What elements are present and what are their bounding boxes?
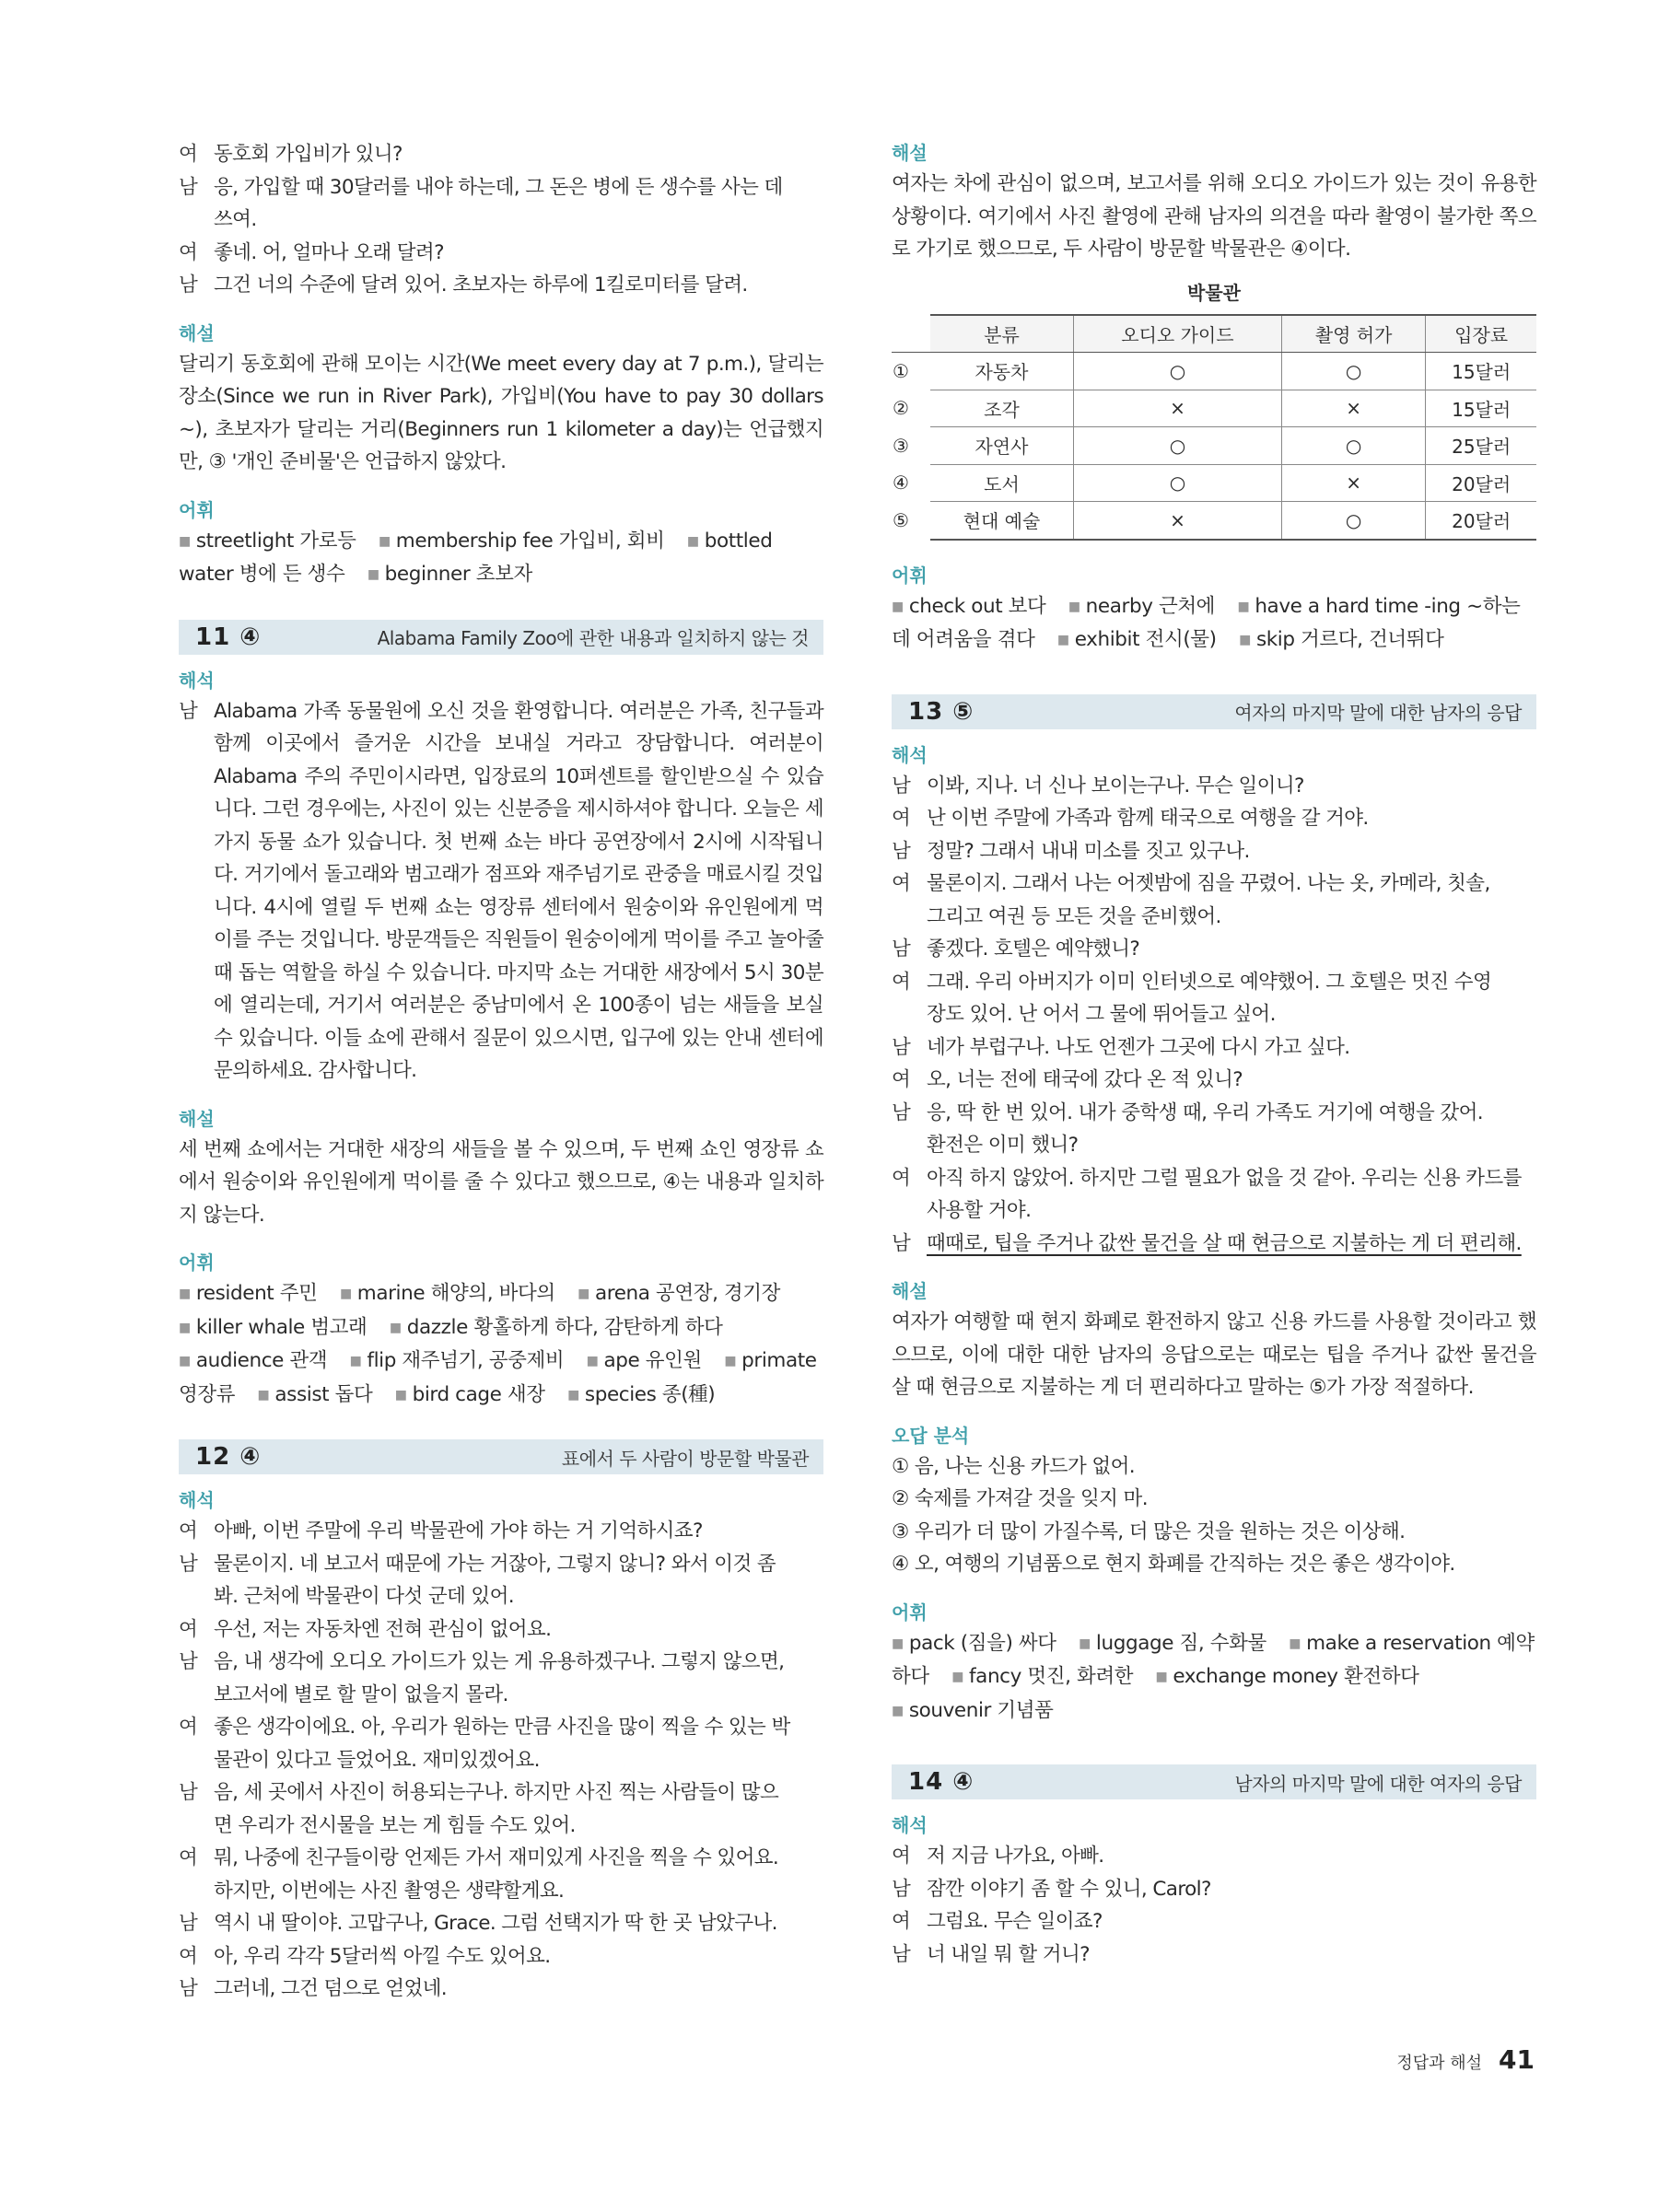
table-cell: × bbox=[1281, 464, 1425, 502]
section-label: 해석 bbox=[892, 1814, 928, 1836]
bullet-icon: ■ bbox=[179, 1286, 191, 1301]
dialogue-line: 남 응, 가입할 때 30달러를 내야 하는데, 그 돈은 병에 든 생수를 사는 데 bbox=[179, 175, 783, 199]
table-cell: ○ bbox=[1281, 353, 1425, 390]
dialogue-line-cont: 하지만, 이번에는 사진 촬영은 생략할게요. bbox=[214, 1879, 565, 1903]
question-description: Alabama Family Zoo에 관한 내용과 일치하지 않는 것 bbox=[377, 627, 809, 649]
wrong-answer-item: ① 음, 나는 신용 카드가 없어. bbox=[892, 1454, 1136, 1478]
vocab-item: ■ audience 관객 bbox=[179, 1349, 328, 1372]
dialogue-line: 남 너 내일 뭐 할 거니? bbox=[892, 1942, 1090, 1966]
wrong-answer-item: ④ 오, 여행의 기념품으로 현지 화폐를 간직하는 것은 좋은 생각이야. bbox=[892, 1553, 1455, 1576]
dialogue-line: 여 좋네. 어, 얼마나 오래 달려? bbox=[179, 240, 444, 264]
row-number: ④ bbox=[893, 472, 909, 495]
dialogue-line: 여 우선, 저는 자동차엔 전혀 관심이 없어요. bbox=[179, 1617, 552, 1641]
museum-table-block bbox=[892, 279, 1536, 541]
haeseol-10 bbox=[179, 319, 823, 479]
section-label: 해설 bbox=[892, 142, 928, 164]
vocab-item: ■ species 종(種) bbox=[567, 1382, 716, 1406]
dialogue-line: 여 물론이지. 그래서 나는 어젯밤에 짐을 꾸렸어. 나는 옷, 카메라, 칫솔, bbox=[892, 872, 1490, 895]
section-label: 어휘 bbox=[892, 1601, 928, 1624]
row-number: ① bbox=[893, 360, 909, 382]
table-cell: 15달러 bbox=[1426, 390, 1536, 427]
haeseol-11 bbox=[179, 1104, 823, 1232]
bullet-icon: ■ bbox=[179, 1320, 191, 1335]
section-label: 해설 bbox=[179, 1107, 215, 1130]
dialogue-line: 여 그래. 우리 아버지가 이미 인터넷으로 예약했어. 그 호텔은 멋진 수영 bbox=[892, 970, 1492, 994]
dialogue-line: 여 오, 너는 전에 태국에 갔다 온 적 있니? bbox=[892, 1068, 1243, 1091]
vocab-item: ■ bird cage 새장 bbox=[394, 1382, 545, 1406]
dialogue-line: 남 좋겠다. 호텔은 예약했니? bbox=[892, 937, 1140, 960]
bullet-icon: ■ bbox=[1068, 599, 1080, 614]
bullet-icon: ■ bbox=[1237, 599, 1250, 614]
haeseol-13 bbox=[892, 1276, 1536, 1404]
bullet-icon: ■ bbox=[367, 567, 379, 582]
vocab-list bbox=[179, 525, 823, 592]
dialogue-line: 남 그러네, 그건 덤으로 얻었네. bbox=[179, 1977, 448, 2000]
bullet-icon: ■ bbox=[1239, 633, 1251, 647]
script-14 bbox=[892, 1810, 1536, 1971]
bullet-icon: ■ bbox=[1289, 1636, 1301, 1651]
dialogue-line: 여 저 지금 나가요, 아빠. bbox=[892, 1845, 1104, 1868]
section-label: 해설 bbox=[179, 321, 215, 344]
vocab-item: ■ ape 유인원 bbox=[586, 1349, 702, 1372]
vocab-list bbox=[179, 1277, 823, 1412]
museum-table bbox=[892, 314, 1536, 541]
dialogue-line-cont: 환전은 이미 했니? bbox=[927, 1134, 1079, 1157]
bullet-icon: ■ bbox=[578, 1286, 589, 1301]
question-description: 표에서 두 사람이 방문할 박물관 bbox=[561, 1447, 809, 1470]
explanation-text: 여자가 여행할 때 현지 화폐로 환전하지 않고 신용 카드를 사용할 것이라고 했으므로, 이에 대한 대한 남자의 응답으로는 때로는 팁을 주거나 값싼 물건을 살 때 현금으로 지불하는 게 더 편리하다고 말하는 ⑤가 가장 적절하다. bbox=[892, 1310, 1536, 1399]
footer-title: 정답과 해설 bbox=[1396, 2054, 1483, 2073]
vocab-item: ■ primate 영장류 bbox=[179, 1349, 817, 1406]
dialogue-line: 여 동호회 가입비가 있니? bbox=[179, 143, 403, 166]
vocab-item: ■ streetlight 가로등 bbox=[179, 529, 356, 553]
vocab-13 bbox=[892, 1598, 1536, 1729]
page-number: 41 bbox=[1499, 2044, 1535, 2075]
dialogue-line: 남 음, 내 생각에 오디오 가이드가 있는 게 유용하겠구나. 그렇지 않으면, bbox=[179, 1650, 785, 1673]
question-header-14 bbox=[892, 1764, 1536, 1799]
bullet-icon: ■ bbox=[724, 1354, 737, 1368]
table-cell: 자동차 bbox=[930, 353, 1073, 390]
dialogue-line-cont: 쓰여. bbox=[214, 208, 257, 231]
table-cell: 현대 예술 bbox=[930, 502, 1073, 540]
bullet-icon: ■ bbox=[394, 1387, 407, 1403]
section-label: 해석 bbox=[179, 1489, 215, 1511]
table-row bbox=[892, 390, 1536, 427]
vocab-item: ■ resident 주민 bbox=[179, 1282, 318, 1305]
vocab-item: ■ nearby 근처에 bbox=[1068, 594, 1216, 618]
wrong-answer-item: ② 숙제를 가져갈 것을 잊지 마. bbox=[892, 1487, 1148, 1510]
bullet-icon: ■ bbox=[1155, 1670, 1168, 1684]
table-title: 박물관 bbox=[1187, 281, 1241, 304]
vocab-list bbox=[892, 590, 1536, 658]
vocab-item: ■ membership fee 가입비, 회비 bbox=[378, 529, 665, 553]
dialogue-line: 여 아빠, 이번 주말에 우리 박물관에 가야 하는 거 기억하시죠? bbox=[179, 1519, 703, 1543]
bullet-icon: ■ bbox=[389, 1320, 402, 1335]
vocab-item: ■ beginner 초보자 bbox=[367, 563, 532, 586]
table-cell: ○ bbox=[1073, 353, 1281, 390]
table-cell: 20달러 bbox=[1426, 464, 1536, 502]
question-number: 11 ④ bbox=[195, 623, 262, 651]
dialogue-line-cont: 그리고 여권 등 모든 것을 준비했어. bbox=[927, 904, 1221, 928]
vocab-item: ■ assist 돕다 bbox=[257, 1382, 373, 1406]
section-label: 해석 bbox=[892, 743, 928, 766]
dialogue-line: 남 물론이지. 네 보고서 때문에 가는 거잖아, 그렇지 않니? 와서 이것 좀 bbox=[179, 1552, 776, 1576]
row-number: ③ bbox=[893, 434, 909, 457]
bullet-icon: ■ bbox=[892, 1636, 904, 1651]
explanation-text: 여자는 차에 관심이 없으며, 보고서를 위해 오디오 가이드가 있는 것이 유용한 상황이다. 여기에서 사진 촬영에 관해 남자의 의견을 따라 촬영이 불가한 쪽으로 가기로 했으므로, 두 사람이 방문할 박물관은 ④이다. bbox=[892, 172, 1536, 261]
question-header-13 bbox=[892, 694, 1536, 729]
column-header: 입장료 bbox=[1426, 315, 1536, 353]
bullet-icon: ■ bbox=[339, 1286, 352, 1301]
vocab-item: ■ luggage 짐, 수화물 bbox=[1079, 1631, 1266, 1655]
dialogue-line: 여 아, 우리 각각 5달러씩 아낄 수도 있어요. bbox=[179, 1944, 551, 1968]
bullet-icon: ■ bbox=[257, 1387, 270, 1403]
vocab-item: ■ flip 재주넘기, 공중제비 bbox=[349, 1349, 565, 1372]
dialogue-line-cont: 사용할 거야. bbox=[927, 1199, 1032, 1222]
wrong-answer-item: ③ 우리가 더 많이 가질수록, 더 많은 것을 원하는 것은 이상해. bbox=[892, 1519, 1406, 1543]
table-cell: 20달러 bbox=[1426, 502, 1536, 540]
vocab-item: ■ have a hard time -ing ~하는 데 어려움을 겪다 bbox=[892, 594, 1521, 651]
dialogue-line: 남 이봐, 지나. 너 신나 보이는구나. 무슨 일이니? bbox=[892, 774, 1304, 797]
vocab-12 bbox=[892, 561, 1536, 658]
vocab-item: ■ exchange money 환전하다 bbox=[1155, 1665, 1419, 1688]
dialogue-line: 여 아직 하지 않았어. 하지만 그럴 필요가 없을 것 같아. 우리는 신용 카드를 bbox=[892, 1166, 1522, 1190]
dialogue-line: 남 응, 딱 한 번 있어. 내가 중학생 때, 우리 가족도 거기에 여행을 갔어. bbox=[892, 1100, 1483, 1124]
section-label: 해설 bbox=[892, 1280, 928, 1302]
vocab-item: ■ make a reservation 예약하다 bbox=[892, 1631, 1535, 1688]
bullet-icon: ■ bbox=[567, 1387, 579, 1403]
vocab-list bbox=[892, 1627, 1536, 1729]
section-label: 해석 bbox=[179, 669, 215, 692]
dialogue-line: 남 네가 부럽구나. 나도 언젠가 그곳에 다시 가고 싶다. bbox=[892, 1035, 1350, 1059]
dialogue-line-cont: 보고서에 별로 할 말이 없을지 몰라. bbox=[214, 1682, 508, 1706]
question-number: 14 ④ bbox=[908, 1768, 975, 1796]
monologue: 남 Alabama 가족 동물원에 오신 것을 환영합니다. 여러분은 가족, 친구들과 함께 이곳에서 즐거운 시간을 보내실 거라고 장담합니다. 여러분이 Alabama 주의 주민이시라면, 입장료의 10퍼센트를 할인받으실 수 있습니다. 그런 경우에는, 사진이 있는 신분증을 제시하셔야 합니다. 오늘은 세 가지 동물 쇼가 있습니다. 첫 번째 쇼는 바다 공연장에서 2시에 시작됩니다. 거기에서 돌고래와 범고래가 점프와 재주넘기로 관중을 매료시킬 것입니다. 4시에 열릴 두 번째 쇼는 영장류 센터에서 원숭이와 유인원에게 먹이를 주는 것입니다. 방문객들은 직원들이 원숭이에게 먹이를 주고 놀아줄 때 돕는 역할을 하실 수 있습니다. 마지막 쇼는 거대한 새장에서 5시 30분에 열리는데, 거기서 여러분은 중남미에서 온 100종이 넘는 새들을 보실 수 있습니다. 이들 쇼에 관해서 질문이 있으시면, 입구에 있는 안내 센터에 문의하세요. 감사합니다. bbox=[179, 699, 823, 1082]
dialogue-line: 여 뭐, 나중에 친구들이랑 언제든 가서 재미있게 사진을 찍을 수 있어요. bbox=[179, 1846, 779, 1869]
odap-13 bbox=[892, 1421, 1536, 1581]
question-number: 12 ④ bbox=[195, 1443, 262, 1471]
dialogue-line: 남 잠깐 이야기 좀 할 수 있니, Carol? bbox=[892, 1877, 1211, 1901]
dialogue-line: 여 그럼요. 무슨 일이죠? bbox=[892, 1910, 1103, 1933]
section-label: 어휘 bbox=[892, 564, 928, 587]
table-row bbox=[892, 427, 1536, 465]
vocab-item: ■ dazzle 황홀하게 하다, 감탄하게 하다 bbox=[389, 1315, 723, 1339]
table-cell: ○ bbox=[1073, 464, 1281, 502]
bullet-icon: ■ bbox=[951, 1670, 964, 1684]
script-11 bbox=[179, 666, 823, 1088]
dialogue-line: 남 역시 내 딸이야. 고맙구나, Grace. 그럼 선택지가 딱 한 곳 남았구나. bbox=[179, 1912, 777, 1935]
table-cell: × bbox=[1281, 390, 1425, 427]
bullet-icon: ■ bbox=[1056, 633, 1069, 647]
vocab-item: ■ skip 거르다, 건너뛰다 bbox=[1239, 628, 1444, 651]
table-cell: 15달러 bbox=[1426, 353, 1536, 390]
vocab-item: ■ bottled water 병에 든 생수 bbox=[179, 529, 773, 586]
table-cell: 25달러 bbox=[1426, 427, 1536, 465]
dialogue-10 bbox=[179, 138, 823, 302]
table-cell: ○ bbox=[1073, 427, 1281, 465]
dialogue-line: 남 음, 세 곳에서 사진이 허용되는구나. 하지만 사진 찍는 사람들이 많으 bbox=[179, 1781, 779, 1804]
dialogue-line-cont: 봐. 근처에 박물관이 다섯 군데 있어. bbox=[214, 1585, 515, 1608]
right-column bbox=[892, 138, 1536, 1971]
dialogue-line-cont: 물관이 있다고 들었어요. 재미있겠어요. bbox=[214, 1748, 540, 1772]
question-description: 여자의 마지막 말에 대한 남자의 응답 bbox=[1234, 702, 1522, 724]
table-cell: 도서 bbox=[930, 464, 1073, 502]
question-number: 13 ⑤ bbox=[908, 697, 975, 726]
script-13 bbox=[892, 740, 1536, 1261]
column-header: 분류 bbox=[930, 315, 1073, 353]
table-cell: 자연사 bbox=[930, 427, 1073, 465]
dialogue-line: 여 좋은 생각이에요. 아, 우리가 원하는 만큼 사진을 많이 찍을 수 있는 박 bbox=[179, 1716, 790, 1739]
dialogue-line-cont: 장도 있어. 난 어서 그 물에 뛰어들고 싶어. bbox=[927, 1003, 1276, 1026]
bullet-icon: ■ bbox=[179, 1354, 191, 1368]
table-cell: ○ bbox=[1281, 427, 1425, 465]
vocab-item: ■ killer whale 범고래 bbox=[179, 1315, 368, 1339]
vocab-item: ■ marine 해양의, 바다의 bbox=[339, 1282, 555, 1305]
table-cell: 조각 bbox=[930, 390, 1073, 427]
vocab-item: ■ fancy 멋진, 화려한 bbox=[951, 1665, 1134, 1688]
dialogue-line: 남 정말? 그래서 내내 미소를 짓고 있구나. bbox=[892, 839, 1250, 863]
dialogue-line-cont: 면 우리가 전시물을 보는 게 힘들 수도 있어. bbox=[214, 1813, 576, 1837]
row-number: ⑤ bbox=[893, 509, 909, 531]
vocab-item: ■ exhibit 전시(물) bbox=[1056, 628, 1217, 651]
row-number: ② bbox=[893, 397, 909, 420]
explanation-text: 달리기 동호회에 관해 모이는 시간(We meet every day at 7 p.m.), 달리는 장소(Since we run in River Park), 가입비(You have to pay 30 dollars ~), 초보자가 달리는 거리(Beginners run 1 kilometer a day)는 언급했지만, ③ '개인 준비물'은 언급하지 않았다. bbox=[179, 352, 823, 473]
bullet-icon: ■ bbox=[586, 1354, 599, 1368]
bullet-icon: ■ bbox=[378, 533, 391, 549]
dialogue-line-answer: 남 때때로, 팁을 주거나 값싼 물건을 살 때 현금으로 지불하는 게 더 편리해. bbox=[892, 1228, 1536, 1261]
column-header: 촬영 허가 bbox=[1281, 315, 1425, 353]
table-cell: × bbox=[1073, 390, 1281, 427]
bullet-icon: ■ bbox=[179, 533, 191, 549]
table-row bbox=[892, 502, 1536, 540]
bullet-icon: ■ bbox=[1079, 1636, 1091, 1651]
vocab-item: ■ pack (짐을) 싸다 bbox=[892, 1631, 1056, 1655]
vocab-item: ■ arena 공연장, 경기장 bbox=[578, 1282, 781, 1305]
table-row bbox=[892, 464, 1536, 502]
dialogue-line: 여 난 이번 주말에 가족과 함께 태국으로 여행을 갈 거야. bbox=[892, 807, 1369, 830]
vocab-item: ■ check out 보다 bbox=[892, 594, 1046, 618]
bullet-icon: ■ bbox=[349, 1354, 362, 1368]
column-header: 오디오 가이드 bbox=[1073, 315, 1281, 353]
table-cell: × bbox=[1073, 502, 1281, 540]
vocab-10 bbox=[179, 495, 823, 592]
vocab-item: ■ souvenir 기념품 bbox=[892, 1698, 1054, 1722]
section-label: 어휘 bbox=[179, 498, 215, 521]
script-12 bbox=[179, 1485, 823, 2006]
dialogue-line: 남 그건 너의 수준에 달려 있어. 초보자는 하루에 1킬로미터를 달려. bbox=[179, 274, 748, 297]
vocab-11 bbox=[179, 1248, 823, 1412]
table-row bbox=[892, 353, 1536, 390]
haeseol-12 bbox=[892, 138, 1536, 266]
table-cell: ○ bbox=[1281, 502, 1425, 540]
left-column bbox=[179, 138, 823, 2006]
question-header-12 bbox=[179, 1439, 823, 1474]
table-header-row bbox=[892, 315, 1536, 353]
question-description: 남자의 마지막 말에 대한 여자의 응답 bbox=[1234, 1772, 1522, 1795]
section-label: 어휘 bbox=[179, 1252, 215, 1274]
bullet-icon: ■ bbox=[686, 533, 699, 549]
underlined-answer: 때때로, 팁을 주거나 값싼 물건을 살 때 현금으로 지불하는 게 더 편리해. bbox=[927, 1231, 1522, 1255]
explanation-text: 세 번째 쇼에서는 거대한 새장의 새들을 볼 수 있으며, 두 번째 쇼인 영장류 쇼에서 원숭이와 유인원에게 먹이를 줄 수 있다고 했으므로, ④는 내용과 일치하지 않는다. bbox=[179, 1137, 823, 1227]
bullet-icon: ■ bbox=[892, 599, 904, 614]
section-label: 오답 분석 bbox=[892, 1424, 970, 1447]
bullet-icon: ■ bbox=[892, 1703, 904, 1718]
page-footer bbox=[1396, 2044, 1535, 2075]
question-header-11 bbox=[179, 620, 823, 655]
